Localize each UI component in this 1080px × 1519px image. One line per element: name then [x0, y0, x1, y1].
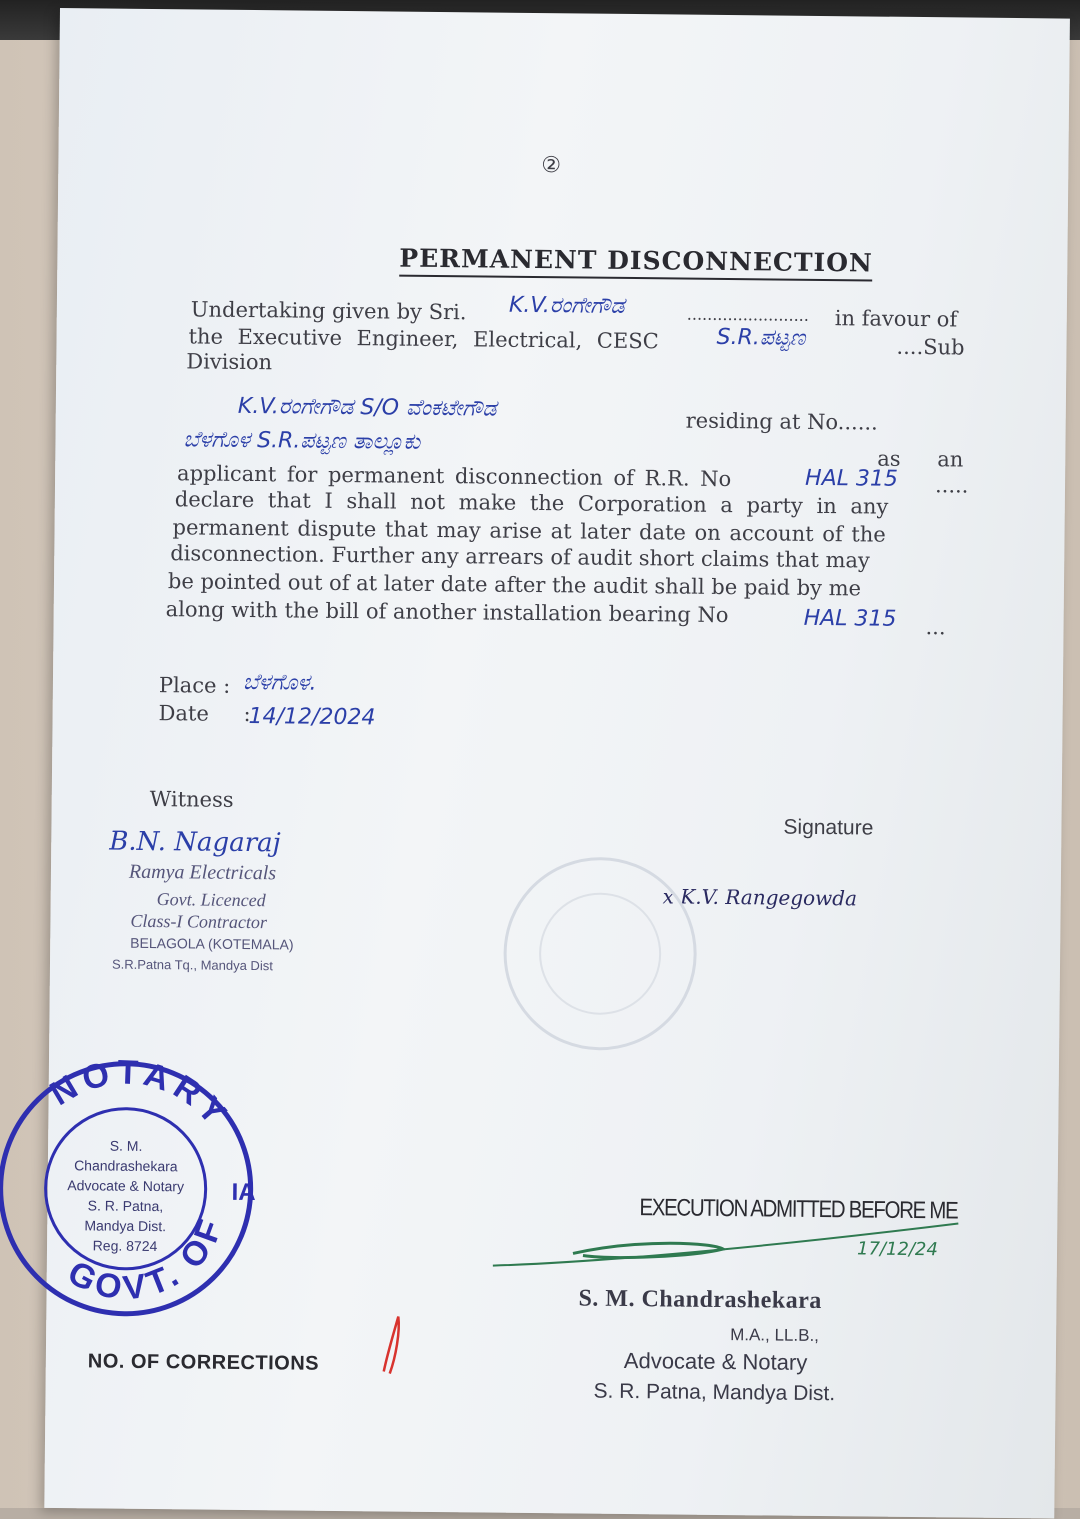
- seal-line-5: Mandya Dist.: [84, 1217, 167, 1235]
- para-line-1: residing at No......: [685, 408, 878, 435]
- witness-stamp-line-3: Class-I Contractor: [130, 910, 268, 933]
- filled-date: 14/12/2024: [248, 704, 376, 731]
- date-label: Date :: [158, 701, 251, 727]
- corrections-label: NO. OF CORRECTIONS: [87, 1350, 320, 1375]
- notary-seal: [0, 1053, 257, 1320]
- place-label: Place :: [158, 673, 231, 698]
- notary-sign-date: 17/12/24: [856, 1238, 938, 1261]
- witness-label: Witness: [149, 786, 234, 812]
- seal-line-1: S. M.: [109, 1137, 143, 1154]
- para-line-6: disconnection. Further any arrears of audit short claims that may: [170, 541, 870, 573]
- para-line-8-tail: ...: [925, 615, 946, 640]
- filled-applicant: K.V.ರಂಗೇಗೌಡ S/O ವೆಂಕಟೇಗೌಡ: [237, 393, 497, 422]
- filled-name: K.V.ರಂಗೇಗೌಡ: [508, 292, 625, 319]
- para-line-8: along with the bill of another installation bearing No: [165, 597, 729, 628]
- intro-line-2-a: the Executive Engineer, Electrical, CESC: [188, 324, 659, 354]
- seal-top-text: NOTARY: [43, 1053, 238, 1137]
- filled-subdivision: S.R.ಪಟ್ಟಣ: [716, 324, 806, 351]
- para-line-4: declare that I shall not make the Corporation a party in any: [174, 487, 889, 519]
- seal-side-text: IA: [231, 1178, 256, 1207]
- faint-seal-mark: [499, 853, 701, 1055]
- seal-line-3: Advocate & Notary: [67, 1177, 185, 1195]
- correction-count-mark: [376, 1311, 407, 1381]
- filled-rr-number: HAL 315: [804, 465, 899, 492]
- notary-degree: M.A., LL.B.,: [730, 1325, 820, 1346]
- execution-admitted-stamp: EXECUTION ADMITTED BEFORE ME: [639, 1194, 958, 1225]
- filled-place: ಬೆಳಗೊಳ.: [242, 669, 317, 696]
- intro-line-2-b: ....Sub: [896, 334, 965, 360]
- notary-role: Advocate & Notary: [623, 1347, 808, 1375]
- seal-bottom-text: GOVT. OF: [61, 1210, 232, 1308]
- intro-line-1-a: Undertaking given by Sri.: [190, 297, 467, 325]
- intro-line-1-dots: ........................: [686, 304, 809, 325]
- notary-location: S. R. Patna, Mandya Dist.: [593, 1379, 836, 1406]
- seal-line-2: Chandrashekara: [74, 1157, 178, 1175]
- witness-stamp-line-1: Ramya Electricals: [128, 860, 277, 885]
- para-line-3: applicant for permanent disconnection of R.R. No: [177, 461, 732, 492]
- intro-line-3: Division: [186, 349, 273, 375]
- filled-installation-number: HAL 315: [803, 605, 897, 632]
- para-line-7: be pointed out of at later date after the audit shall be paid by me: [167, 569, 862, 601]
- para-line-5: permanent dispute that may arise at later date on account of the: [172, 515, 886, 547]
- para-line-2-b: as an: [877, 446, 964, 472]
- document-page: [44, 8, 1070, 1518]
- page-mark: ②: [541, 153, 562, 179]
- filled-address: ಬೆಳಗೊಳ S.R.ಪಟ್ಟಣ ತಾಲ್ಲೂಕು: [183, 427, 421, 455]
- seal-line-4: S. R. Patna,: [87, 1197, 164, 1215]
- witness-stamp-line-4: BELAGOLA (KOTEMALA): [130, 934, 294, 953]
- signature-label: Signature: [783, 815, 874, 840]
- document-title: PERMANENT DISCONNECTION: [399, 244, 873, 282]
- para-line-3-tail: .....: [934, 473, 969, 498]
- applicant-signature: x K.V. Rangegowda: [662, 884, 858, 911]
- notary-name: S. M. Chandrashekara: [578, 1285, 823, 1315]
- intro-line-1-b: in favour of: [834, 306, 958, 332]
- witness-stamp-line-5: S.R.Patna Tq., Mandya Dist: [111, 956, 273, 974]
- witness-stamp-line-2: Govt. Licenced: [156, 889, 266, 911]
- witness-signature: B.N. Nagaraj: [109, 826, 281, 859]
- seal-line-6: Reg. 8724: [92, 1237, 158, 1255]
